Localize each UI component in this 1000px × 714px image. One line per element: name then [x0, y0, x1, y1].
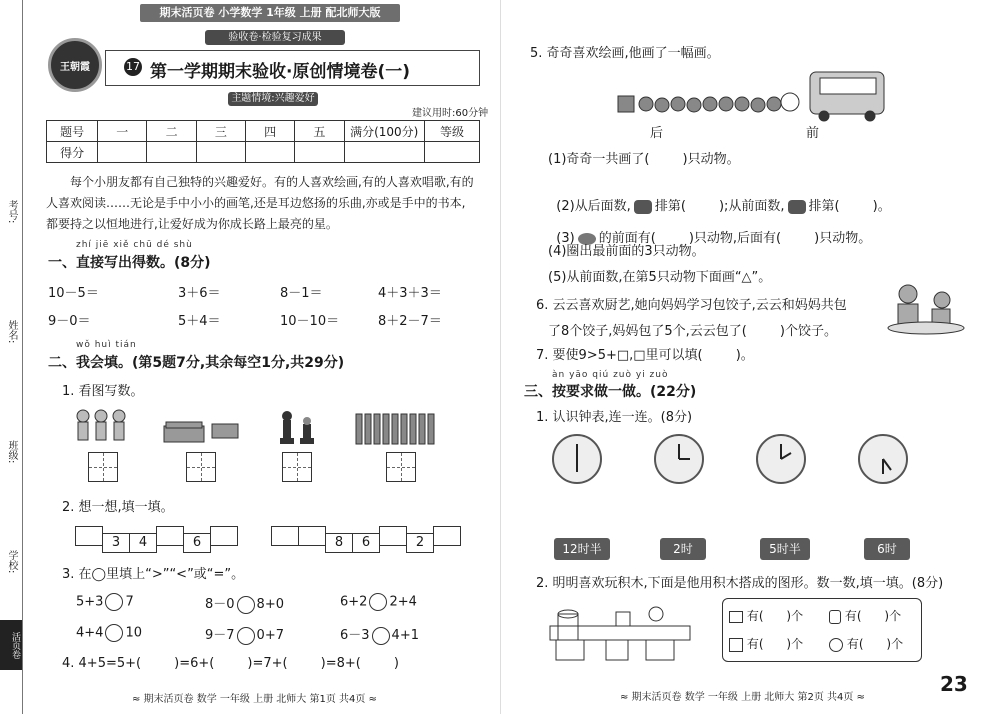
title-box: [105, 50, 480, 86]
seq-cell: 3: [102, 533, 130, 553]
q5-part2-a: (2)从后面数,: [556, 199, 631, 214]
compare-right: 4+1: [391, 628, 419, 643]
compare-circle[interactable]: [237, 627, 255, 645]
compare-item: [205, 593, 284, 614]
sec2-q3: 3. 在◯里填上“>”“<”或“=”。: [62, 567, 245, 582]
count-label: 有( )个: [844, 609, 902, 623]
intro-paragraph: [46, 172, 486, 235]
score-cell[interactable]: [344, 142, 424, 163]
calc-item: 8－1＝: [280, 286, 323, 301]
score-col: 一: [98, 121, 147, 142]
number-sequence-2: [272, 526, 461, 553]
cuboid-icon: [729, 611, 743, 623]
publisher-logo: [48, 38, 102, 92]
page-title: 第一学期期末验收·原创情境卷(一): [150, 62, 410, 82]
count-label: 有( )个: [746, 609, 804, 623]
compare-circle[interactable]: [105, 624, 123, 642]
intro-line: 都要持之以恒地进行,让爱好成为你成长路上最亮的星。: [46, 217, 338, 231]
q5-text: 5. 奇奇喜欢绘画,他画了一幅画。: [530, 46, 720, 61]
footer-left: ≈ 期末活页卷 数学 一年级 上册 北师大 第1页 共4页 ≈: [132, 694, 377, 705]
sec3-pinyin: àn yāo qiú zuò yi zuò: [552, 370, 669, 380]
time-label-box[interactable]: 6时: [864, 538, 910, 560]
score-cell[interactable]: [196, 142, 245, 163]
compare-item: [205, 624, 284, 645]
seq-cell: 4: [129, 533, 157, 553]
score-col: 五: [295, 121, 344, 142]
seq-cell: 2: [406, 533, 434, 553]
side-label-school: 学校:: [6, 550, 17, 574]
clock-icon[interactable]: [654, 434, 704, 484]
score-cell[interactable]: [245, 142, 294, 163]
footer-right: ≈ 期末活页卷 数学 一年级 上册 北师大 第2页 共4页 ≈: [620, 692, 865, 703]
q5-part3-b: 的前面有( )只动物,后面有( )只动物。: [598, 231, 872, 246]
compare-left: 4+4: [76, 625, 104, 641]
back-label: 后: [650, 126, 664, 141]
q5-part1: (1)奇奇一共画了( )只动物。: [548, 152, 740, 167]
clock-icon[interactable]: [552, 434, 602, 484]
front-label: 前: [806, 126, 820, 141]
seq-cell[interactable]: 6: [352, 533, 380, 553]
score-col: 四: [245, 121, 294, 142]
sec1-title: 一、直接写出得数。(8分): [48, 255, 211, 271]
animals-and-bus-illustration: [616, 68, 886, 122]
crayons-icon: [354, 408, 442, 446]
score-col: 满分(100分): [344, 121, 424, 142]
compare-circle[interactable]: [372, 627, 390, 645]
s3-q1: 1. 认识钟表,连一连。(8分): [536, 410, 693, 425]
compare-circle[interactable]: [105, 593, 123, 611]
cylinder-icon: [829, 610, 841, 624]
sec3-title: 三、按要求做一做。(22分): [524, 384, 697, 400]
seq-cell[interactable]: [379, 526, 407, 546]
s3-q2: 2. 明明喜欢玩积木,下面是他用积木搭成的图形。数一数,填一填。(8分): [536, 576, 944, 591]
count-label: 有( )个: [846, 637, 904, 651]
time-label-box[interactable]: 12时半: [554, 538, 610, 560]
count-item: [729, 607, 803, 624]
book-stacks-icon: [162, 418, 240, 444]
q5-part2: [548, 180, 891, 214]
side-label-name: 姓名:: [6, 320, 17, 344]
seq-cell: 6: [183, 533, 211, 553]
score-col: 等级: [424, 121, 479, 142]
sec2-q1: 1. 看图写数。: [62, 384, 144, 399]
calc-item: 10－5＝: [48, 286, 99, 301]
clock-icon[interactable]: [756, 434, 806, 484]
compare-right: 7: [125, 594, 134, 610]
compare-item: [76, 593, 134, 611]
score-col: 三: [196, 121, 245, 142]
compare-right: 0+7: [256, 628, 284, 643]
answer-grid[interactable]: [282, 452, 312, 482]
q5-part2-b: 排第( );从前面数,: [654, 199, 785, 214]
seq-cell[interactable]: [298, 526, 326, 546]
calc-item: 5＋4＝: [178, 314, 221, 329]
score-col: 题号: [47, 121, 98, 142]
calc-item: 10－10＝: [280, 314, 340, 329]
exam-tag: 验收卷·检验复习成果: [205, 30, 345, 45]
score-cell[interactable]: [147, 142, 196, 163]
cube-icon: [729, 638, 743, 652]
q5-part2-c: 排第( )。: [808, 199, 891, 214]
compare-left: 8－0: [205, 597, 235, 612]
logo-text: 王朝霞: [60, 62, 90, 73]
sphere-icon: [829, 638, 843, 652]
count-label: 有( )个: [746, 637, 804, 651]
compare-circle[interactable]: [237, 596, 255, 614]
score-table: [46, 120, 480, 163]
compare-circle[interactable]: [369, 593, 387, 611]
compare-left: 6+2: [340, 594, 368, 610]
calc-item: 9－0＝: [48, 314, 91, 329]
answer-grid[interactable]: [386, 452, 416, 482]
sec2-q2: 2. 想一想,填一填。: [62, 500, 174, 515]
chess-pieces-icon: [276, 410, 318, 446]
theme-tag: 主题情境:兴趣爱好: [228, 92, 318, 106]
title-number: 17: [124, 58, 142, 76]
top-banner: 期末活页卷 小学数学 1年级 上册 配北师大版: [140, 4, 400, 22]
astronaut-figures-icon: [74, 408, 130, 444]
score-cell[interactable]: [295, 142, 344, 163]
sec2-pinyin: wǒ huì tián: [76, 340, 137, 350]
compare-right: 10: [125, 625, 142, 641]
page-divider: [500, 0, 501, 714]
calc-item: 4＋3＋3＝: [378, 286, 442, 301]
answer-grid[interactable]: [88, 452, 118, 482]
sec2-title: 二、我会填。(第5题7分,其余每空1分,共29分): [48, 355, 345, 371]
seq-cell[interactable]: [271, 526, 299, 546]
side-label-exam-no: 考号:: [6, 200, 17, 224]
q6-line2: 了8个饺子,妈妈包了5个,云云包了( )个饺子。: [548, 324, 838, 339]
block-count-panel: [722, 598, 922, 662]
intro-line: 人喜欢阅读……无论是手中小小的画笔,还是耳边悠扬的乐曲,亦或是手中的书本,: [46, 196, 466, 210]
cooking-mother-child-illustration: [882, 282, 968, 340]
compare-item: [76, 624, 142, 642]
sec2-q4: 4. 4+5=5+( )=6+( )=7+( )=8+( ): [62, 656, 400, 671]
side-badge: 活页卷: [0, 620, 22, 670]
score-col: 二: [147, 121, 196, 142]
compare-left: 6－3: [340, 628, 370, 643]
calc-item: 3＋6＝: [178, 286, 221, 301]
compare-item: [340, 624, 419, 645]
score-cell[interactable]: [424, 142, 479, 163]
calc-item: 8＋2－7＝: [378, 314, 442, 329]
count-item: [829, 635, 903, 652]
q5-part5: (5)从前面数,在第5只动物下面画“△”。: [548, 270, 772, 285]
time-label-box[interactable]: 2时: [660, 538, 706, 560]
seq-cell[interactable]: [210, 526, 238, 546]
seq-cell[interactable]: [156, 526, 184, 546]
answer-grid[interactable]: [186, 452, 216, 482]
number-sequence-1: [76, 526, 238, 553]
page-number: 23: [940, 672, 968, 696]
seq-cell[interactable]: [75, 526, 103, 546]
time-note: 建议用时:60分钟: [412, 108, 489, 119]
q6-line1: 6. 云云喜欢厨艺,她向妈妈学习包饺子,云云和妈妈共包: [536, 298, 847, 313]
compare-left: 9－7: [205, 628, 235, 643]
score-header-row: [47, 121, 480, 142]
intro-line: 每个小朋友都有自己独特的兴趣爱好。有的人喜欢绘画,有的人喜欢唱歌,有的: [70, 175, 474, 189]
score-row-label: 得分: [47, 142, 98, 163]
seq-cell[interactable]: [433, 526, 461, 546]
q7-text: 7. 要使9>5+□,□里可以填( )。: [536, 348, 754, 363]
compare-right: 8+0: [256, 597, 284, 612]
count-item: [729, 635, 803, 652]
side-label-class: 班级:: [6, 440, 17, 464]
compare-item: [340, 593, 417, 611]
time-label-box[interactable]: 5时半: [760, 538, 810, 560]
score-input-row: [47, 142, 480, 163]
compare-left: 5+3: [76, 594, 104, 610]
compare-right: 2+4: [389, 594, 417, 610]
q5-part3-a: (3): [556, 231, 575, 246]
q5-part4: (4)圈出最前面的3只动物。: [548, 244, 705, 259]
count-item: [829, 607, 901, 624]
clock-icon[interactable]: [858, 434, 908, 484]
sec1-pinyin: zhí jiē xiě chū dé shù: [76, 240, 193, 250]
binding-strip: [0, 0, 23, 714]
building-blocks-drawing: [546, 596, 696, 664]
seq-cell: 8: [325, 533, 353, 553]
score-cell[interactable]: [98, 142, 147, 163]
